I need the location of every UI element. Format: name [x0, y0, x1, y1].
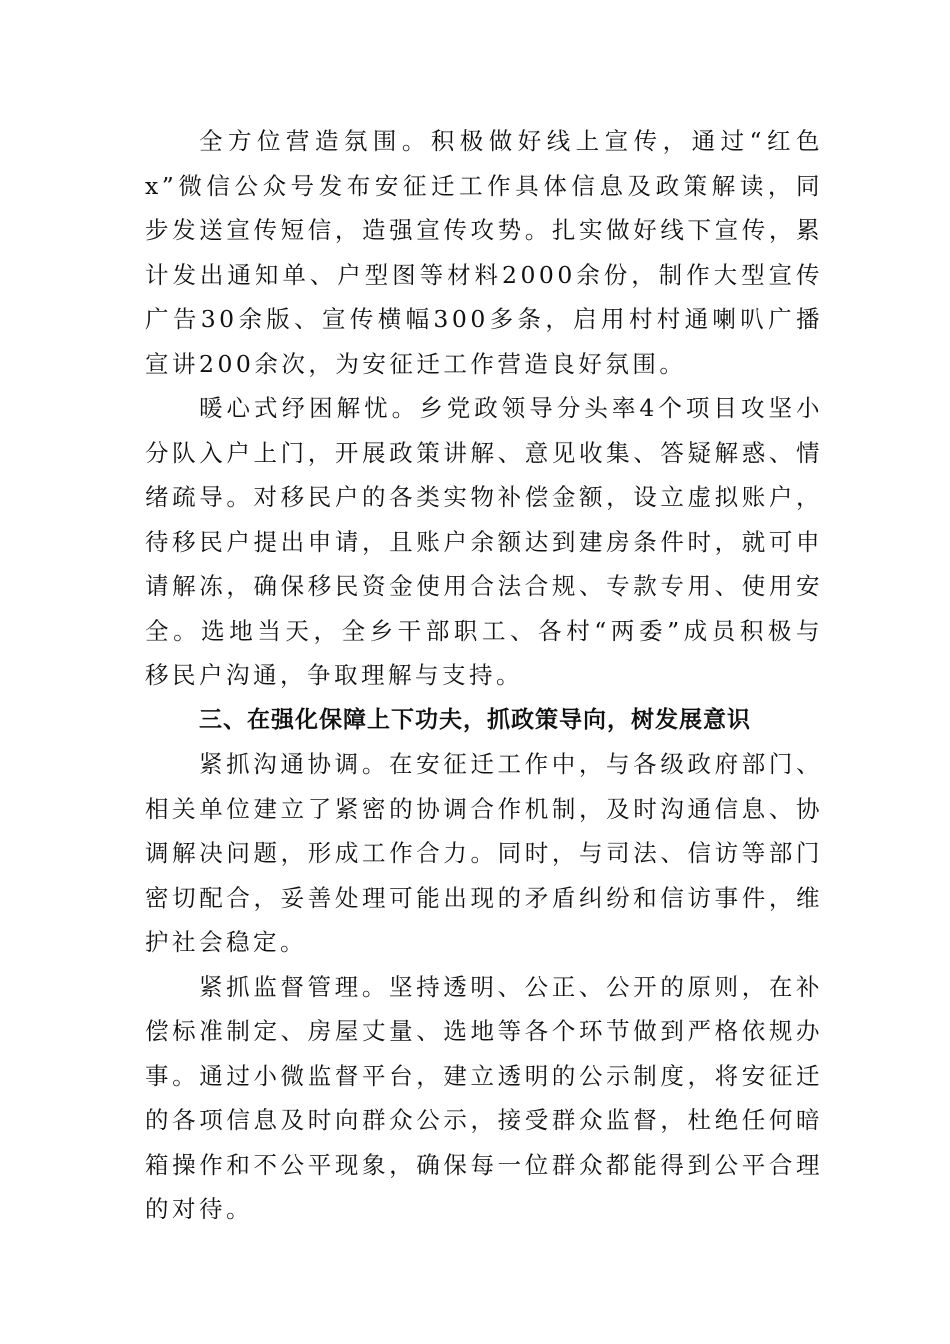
- section-heading: 三、在强化保障上下功夫，抓政策导向，树发展意识: [199, 706, 751, 733]
- paragraph-coordination: 紧抓沟通协调。在安征迁工作中，与各级政府部门、相关单位建立了紧密的协调合作机制，及时沟通信息、协调解决问题，形成工作合力。同时，与司法、信访等部门密切配合，妥善处理可能出现的矛盾纠纷和信访事件，维护社会稳定。: [145, 750, 823, 956]
- paragraph-supervision: 紧抓监督管理。坚持透明、公正、公开的原则，在补偿标准制定、房屋丈量、选地等各个环节做到严格依规办事。通过小微监督平台，建立透明的公示制度，将安征迁的各项信息及时向群众公示，接受群众监督，杜绝任何暗箱操作和不公平现象，确保每一位群众都能得到公平合理的对待。: [145, 972, 823, 1223]
- paragraph-atmosphere: 全方位营造氛围。积极做好线上宣传，通过“红色x”微信公众号发布安征迁工作具体信息及政策解读，同步发送宣传短信，造强宣传攻势。扎实做好线下宣传，累计发出通知单、户型图等材料2000余份，制作大型宣传广告30余版、宣传横幅300多条，启用村村通喇叭广播宣讲200余次，为安征迁工作营造良好氛围。: [145, 127, 823, 378]
- paragraph-relief: 暖心式纾困解忧。乡党政领导分头率4个项目攻坚小分队入户上门，开展政策讲解、意见收集、答疑解惑、情绪疏导。对移民户的各类实物补偿金额，设立虚拟账户，待移民户提出申请，且账户余额达到建房条件时，就可申请解冻，确保移民资金使用合法合规、专款专用、使用安全。选地当天，全乡干部职工、各村“两委”成员积极与移民户沟通，争取理解与支持。: [145, 394, 823, 689]
- document-page: [145, 119, 823, 1232]
